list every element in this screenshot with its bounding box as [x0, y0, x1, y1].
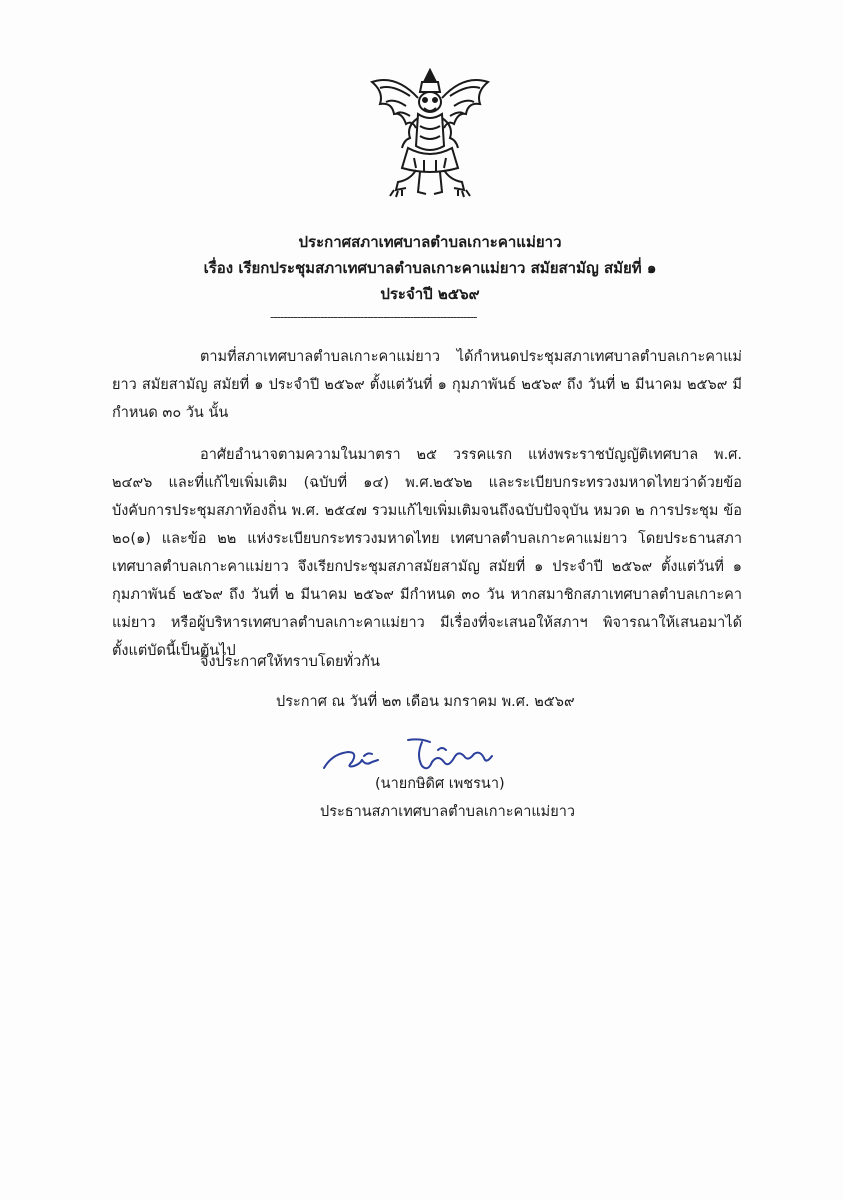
announcement-title: ประกาศสภาเทศบาลตำบลเกาะคาแม่ยาว — [298, 233, 562, 251]
signer-title: ประธานสภาเทศบาลตำบลเกาะคาแม่ยาว — [320, 804, 576, 820]
paragraph-closing: จึงประกาศให้ทราบโดยทั่วกัน — [200, 654, 380, 670]
signer-name: (นายกษิดิศ เพชรนา) — [375, 776, 505, 792]
announcement-year: ประจำปี ๒๕๖๙ — [380, 285, 480, 303]
title-divider: -------------------------------------------------------------- — [270, 310, 477, 324]
paragraph-intro: ตามที่สภาเทศบาลตำบลเกาะคาแม่ยาว ได้กำหนดประชุมสภาเทศบาลตำบลเกาะคาแม่ยาว สมัยสามัญ สมัยที่ ๑ ประจำปี ๒๕๖๙ ตั้งแต่วันที่ ๑ กุมภาพันธ์ ๒๕๖๙ ถึง วันที่ ๒ มีนาคม ๒๕๖๙ มีกำหนด ๓๐ วัน นั้น — [112, 349, 742, 421]
garuda-emblem-icon — [366, 68, 494, 198]
paragraph-authority: อาศัยอำนาจตามความในมาตรา ๒๕ วรรคแรก แห่งพระราชบัญญัติเทศบาล พ.ศ. ๒๔๙๖ และที่แก้ไขเพิ่มเติม (ฉบับที่ ๑๔) พ.ศ.๒๕๖๒ และระเบียบกระทรวงมหาดไทยว่าด้วยข้อบังคับการประชุมสภาท้องถิ่น พ.ศ. ๒๕๔๗ รวมแก้ไขเพิ่มเติมจนถึงฉบับปัจจุบัน หมวด ๒ การประชุม ข้อ ๒๐(๑) และข้อ ๒๒ แห่งระเบียบกระทรวงมหาดไทย เทศบาลตำบลเกาะคาแม่ยาว โดยประธานสภาเทศบาลตำบลเกาะคาแม่ยาว จึงเรียกประชุมสภาสมัยสามัญ สมัยที่ ๑ ประจำปี ๒๕๖๙ ตั้งแต่วันที่ ๑ กุมภาพันธ์ ๒๕๖๙ ถึง วันที่ ๒ มีนาคม ๒๕๖๙ มีกำหนด ๓๐ วัน หากสมาชิกสภาเทศบาลตำบลเกาะคาแม่ยาว หรือผู้บริหารเทศบาลตำบลเกาะคาแม่ยาว มีเรื่องที่จะเสนอให้สภาฯ พิจารณาให้เสนอมาได้ ตั้งแต่บัดนี้เป็นต้นไป — [112, 447, 742, 659]
announcement-date: ประกาศ ณ วันที่ ๒๓ เดือน มกราคม พ.ศ. ๒๕๖๙ — [276, 694, 575, 710]
announcement-subject: เรื่อง เรียกประชุมสภาเทศบาลตำบลเกาะคาแม่ยาว สมัยสามัญ สมัยที่ ๑ — [203, 259, 657, 277]
